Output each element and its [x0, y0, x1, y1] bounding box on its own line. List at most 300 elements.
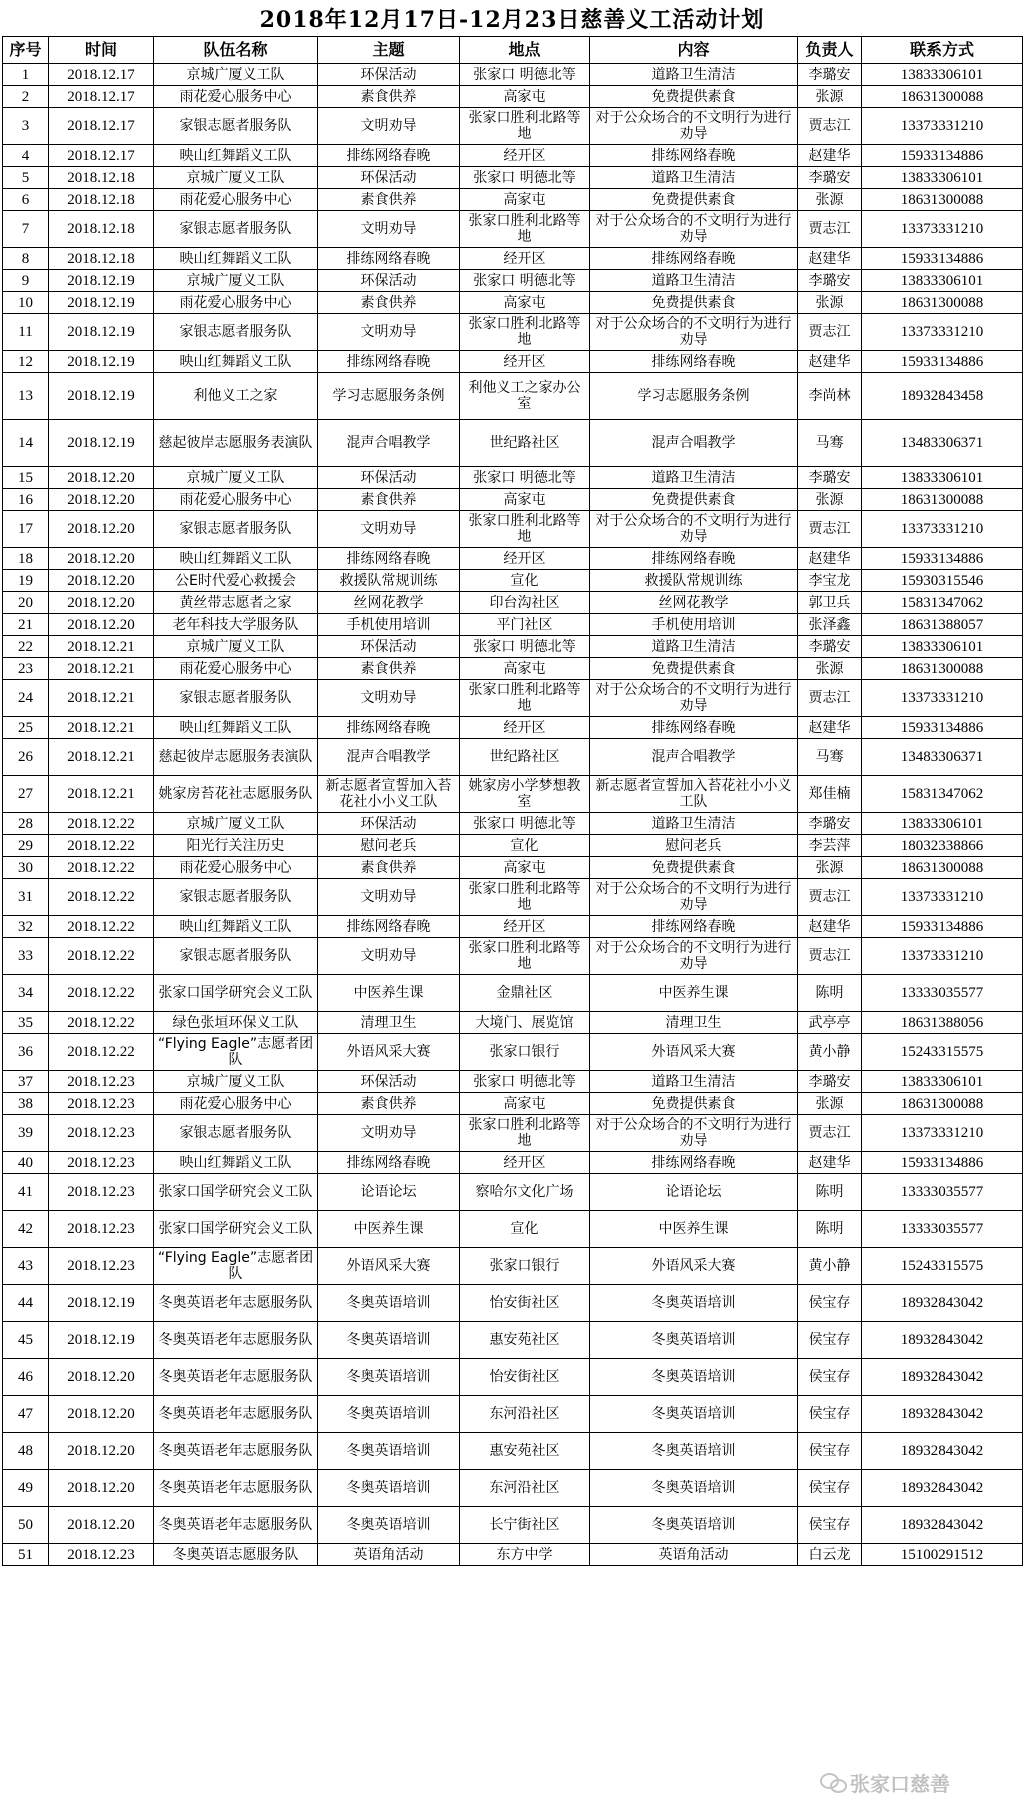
cell-seq: 17: [3, 511, 49, 548]
cell-contact: 15933134886: [862, 145, 1023, 167]
cell-team: 张家口国学研究会义工队: [154, 1211, 318, 1248]
cell-contact: 18932843042: [862, 1507, 1023, 1544]
cell-content: 英语角活动: [590, 1544, 798, 1566]
cell-team: 京城广厦义工队: [154, 167, 318, 189]
cell-leader: 赵建华: [798, 351, 862, 373]
cell-team: 雨花爱心服务中心: [154, 292, 318, 314]
cell-team: 冬奥英语老年志愿服务队: [154, 1470, 318, 1507]
cell-leader: 贾志江: [798, 211, 862, 248]
cell-location: 怡安街社区: [460, 1285, 590, 1322]
table-row: [3, 938, 1023, 975]
cell-team: 公E时代爱心救援会: [154, 570, 318, 592]
cell-contact: 13373331210: [862, 680, 1023, 717]
cell-seq: 5: [3, 167, 49, 189]
cell-seq: 46: [3, 1359, 49, 1396]
cell-seq: 33: [3, 938, 49, 975]
cell-leader: 张源: [798, 189, 862, 211]
cell-time: 2018.12.23: [49, 1174, 154, 1211]
cell-time: 2018.12.23: [49, 1071, 154, 1093]
table-row: [3, 1433, 1023, 1470]
cell-time: 2018.12.22: [49, 813, 154, 835]
table-header-row: [3, 37, 1023, 64]
cell-leader: 侯宝存: [798, 1359, 862, 1396]
cell-location: 张家口 明德北等: [460, 636, 590, 658]
cell-theme: 文明劝导: [318, 211, 460, 248]
cell-location: 经开区: [460, 916, 590, 938]
cell-seq: 43: [3, 1248, 49, 1285]
cell-content: 新志愿者宣誓加入苔花社小小义工队: [590, 776, 798, 813]
table-row: [3, 776, 1023, 813]
cell-content: 论语论坛: [590, 1174, 798, 1211]
cell-content: 排练网络春晚: [590, 548, 798, 570]
cell-theme: 素食供养: [318, 86, 460, 108]
page-title: 2018年12月17日-12月23日慈善义工活动计划: [259, 6, 765, 33]
cell-contact: 13333035577: [862, 1211, 1023, 1248]
cell-time: 2018.12.20: [49, 548, 154, 570]
cell-seq: 40: [3, 1152, 49, 1174]
cell-location: 姚家房小学梦想教室: [460, 776, 590, 813]
cell-time: 2018.12.17: [49, 145, 154, 167]
cell-leader: 陈明: [798, 1174, 862, 1211]
cell-contact: 13833306101: [862, 636, 1023, 658]
cell-team: 家银志愿者服务队: [154, 211, 318, 248]
cell-contact: 18932843042: [862, 1396, 1023, 1433]
table-row: [3, 592, 1023, 614]
cell-theme: 排练网络春晚: [318, 351, 460, 373]
cell-location: 经开区: [460, 1152, 590, 1174]
cell-leader: 张源: [798, 292, 862, 314]
header-seq: 序号: [3, 37, 49, 64]
cell-team: 映山红舞蹈义工队: [154, 145, 318, 167]
table-row: [3, 373, 1023, 420]
cell-team: 家银志愿者服务队: [154, 108, 318, 145]
cell-theme: 冬奥英语培训: [318, 1359, 460, 1396]
cell-team: 映山红舞蹈义工队: [154, 1152, 318, 1174]
table-row: [3, 64, 1023, 86]
cell-contact: 15933134886: [862, 548, 1023, 570]
cell-time: 2018.12.18: [49, 167, 154, 189]
cell-contact: 13483306371: [862, 739, 1023, 776]
table-row: [3, 1071, 1023, 1093]
cell-theme: 新志愿者宣誓加入苔花社小小义工队: [318, 776, 460, 813]
cell-contact: 13333035577: [862, 975, 1023, 1012]
table-row: [3, 1012, 1023, 1034]
cell-leader: 赵建华: [798, 717, 862, 739]
cell-seq: 37: [3, 1071, 49, 1093]
cell-content: 排练网络春晚: [590, 351, 798, 373]
cell-location: 张家口胜利北路等地: [460, 211, 590, 248]
cell-leader: 贾志江: [798, 1115, 862, 1152]
cell-theme: 环保活动: [318, 270, 460, 292]
table-row: [3, 1359, 1023, 1396]
cell-time: 2018.12.20: [49, 1470, 154, 1507]
table-row: [3, 211, 1023, 248]
cell-content: 中医养生课: [590, 975, 798, 1012]
cell-seq: 11: [3, 314, 49, 351]
cell-seq: 27: [3, 776, 49, 813]
cell-content: 对于公众场合的不文明行为进行劝导: [590, 108, 798, 145]
cell-leader: 贾志江: [798, 511, 862, 548]
cell-seq: 19: [3, 570, 49, 592]
cell-team: 老年科技大学服务队: [154, 614, 318, 636]
cell-theme: 慰问老兵: [318, 835, 460, 857]
cell-seq: 28: [3, 813, 49, 835]
cell-content: 免费提供素食: [590, 86, 798, 108]
cell-content: 免费提供素食: [590, 857, 798, 879]
cell-location: 高家屯: [460, 1093, 590, 1115]
cell-team: 冬奥英语老年志愿服务队: [154, 1433, 318, 1470]
cell-content: 丝网花教学: [590, 592, 798, 614]
table-row: [3, 351, 1023, 373]
cell-content: 免费提供素食: [590, 489, 798, 511]
table-row: [3, 1211, 1023, 1248]
cell-time: 2018.12.18: [49, 211, 154, 248]
cell-team: 冬奥英语老年志愿服务队: [154, 1322, 318, 1359]
table-row: [3, 248, 1023, 270]
table-row: [3, 1034, 1023, 1071]
cell-time: 2018.12.19: [49, 1322, 154, 1359]
cell-theme: 文明劝导: [318, 938, 460, 975]
cell-location: 高家屯: [460, 189, 590, 211]
cell-content: 混声合唱教学: [590, 739, 798, 776]
cell-content: 冬奥英语培训: [590, 1433, 798, 1470]
cell-seq: 1: [3, 64, 49, 86]
cell-leader: 马骞: [798, 739, 862, 776]
cell-location: 张家口胜利北路等地: [460, 1115, 590, 1152]
cell-contact: 18032338866: [862, 835, 1023, 857]
table-row: [3, 1115, 1023, 1152]
cell-leader: 赵建华: [798, 145, 862, 167]
cell-time: 2018.12.20: [49, 614, 154, 636]
cell-location: 张家口胜利北路等地: [460, 879, 590, 916]
cell-location: 东方中学: [460, 1544, 590, 1566]
cell-content: 中医养生课: [590, 1211, 798, 1248]
cell-team: 家银志愿者服务队: [154, 879, 318, 916]
cell-contact: 15100291512: [862, 1544, 1023, 1566]
cell-time: 2018.12.22: [49, 975, 154, 1012]
cell-time: 2018.12.19: [49, 292, 154, 314]
table-row: [3, 570, 1023, 592]
table-row: [3, 548, 1023, 570]
cell-theme: 手机使用培训: [318, 614, 460, 636]
cell-content: 冬奥英语培训: [590, 1359, 798, 1396]
cell-theme: 文明劝导: [318, 879, 460, 916]
cell-team: 张家口国学研究会义工队: [154, 1174, 318, 1211]
cell-leader: 张源: [798, 86, 862, 108]
cell-theme: 环保活动: [318, 636, 460, 658]
cell-leader: 张泽鑫: [798, 614, 862, 636]
cell-seq: 4: [3, 145, 49, 167]
cell-seq: 48: [3, 1433, 49, 1470]
cell-theme: 冬奥英语培训: [318, 1396, 460, 1433]
cell-time: 2018.12.20: [49, 1396, 154, 1433]
cell-theme: 清理卫生: [318, 1012, 460, 1034]
cell-content: 道路卫生清洁: [590, 64, 798, 86]
table-row: [3, 420, 1023, 467]
cell-team: 阳光行关注历史: [154, 835, 318, 857]
cell-location: 平门社区: [460, 614, 590, 636]
cell-theme: 外语风采大赛: [318, 1034, 460, 1071]
cell-team: 家银志愿者服务队: [154, 1115, 318, 1152]
cell-leader: 陈明: [798, 975, 862, 1012]
cell-time: 2018.12.21: [49, 636, 154, 658]
table-row: [3, 86, 1023, 108]
cell-contact: 18631300088: [862, 86, 1023, 108]
cell-seq: 39: [3, 1115, 49, 1152]
cell-time: 2018.12.18: [49, 189, 154, 211]
cell-contact: 18932843042: [862, 1359, 1023, 1396]
cell-time: 2018.12.20: [49, 1359, 154, 1396]
cell-time: 2018.12.19: [49, 351, 154, 373]
cell-location: 宣化: [460, 1211, 590, 1248]
cell-theme: 学习志愿服务条例: [318, 373, 460, 420]
header-theme: 主题: [318, 37, 460, 64]
cell-team: “Flying Eagle”志愿者团队: [154, 1034, 318, 1071]
cell-leader: 黄小静: [798, 1248, 862, 1285]
cell-team: 冬奥英语老年志愿服务队: [154, 1359, 318, 1396]
cell-leader: 马骞: [798, 420, 862, 467]
cell-theme: 文明劝导: [318, 108, 460, 145]
cell-team: 张家口国学研究会义工队: [154, 975, 318, 1012]
cell-leader: 赵建华: [798, 248, 862, 270]
cell-time: 2018.12.23: [49, 1115, 154, 1152]
cell-location: 惠安苑社区: [460, 1433, 590, 1470]
cell-team: 家银志愿者服务队: [154, 314, 318, 351]
cell-contact: 18631300088: [862, 658, 1023, 680]
cell-time: 2018.12.22: [49, 835, 154, 857]
cell-team: 映山红舞蹈义工队: [154, 717, 318, 739]
cell-location: 经开区: [460, 145, 590, 167]
cell-theme: 中医养生课: [318, 1211, 460, 1248]
cell-team: 映山红舞蹈义工队: [154, 351, 318, 373]
cell-theme: 冬奥英语培训: [318, 1285, 460, 1322]
cell-theme: 素食供养: [318, 189, 460, 211]
cell-seq: 45: [3, 1322, 49, 1359]
cell-seq: 15: [3, 467, 49, 489]
cell-contact: 18932843042: [862, 1322, 1023, 1359]
cell-location: 察哈尔文化广场: [460, 1174, 590, 1211]
cell-team: 京城广厦义工队: [154, 813, 318, 835]
cell-location: 张家口 明德北等: [460, 813, 590, 835]
cell-theme: 混声合唱教学: [318, 420, 460, 467]
table-row: [3, 167, 1023, 189]
cell-content: 外语风采大赛: [590, 1248, 798, 1285]
cell-location: 怡安街社区: [460, 1359, 590, 1396]
cell-theme: 文明劝导: [318, 511, 460, 548]
cell-theme: 排练网络春晚: [318, 916, 460, 938]
cell-leader: 郭卫兵: [798, 592, 862, 614]
cell-content: 排练网络春晚: [590, 916, 798, 938]
cell-content: 免费提供素食: [590, 292, 798, 314]
cell-location: 高家屯: [460, 658, 590, 680]
cell-content: 道路卫生清洁: [590, 813, 798, 835]
cell-contact: 15933134886: [862, 717, 1023, 739]
cell-contact: 13833306101: [862, 167, 1023, 189]
cell-team: 冬奥英语老年志愿服务队: [154, 1396, 318, 1433]
header-content: 内容: [590, 37, 798, 64]
cell-team: 冬奥英语老年志愿服务队: [154, 1507, 318, 1544]
cell-location: 金鼎社区: [460, 975, 590, 1012]
cell-leader: 白云龙: [798, 1544, 862, 1566]
cell-seq: 47: [3, 1396, 49, 1433]
cell-leader: 张源: [798, 857, 862, 879]
cell-seq: 34: [3, 975, 49, 1012]
cell-team: 映山红舞蹈义工队: [154, 916, 318, 938]
cell-time: 2018.12.21: [49, 717, 154, 739]
cell-theme: 冬奥英语培训: [318, 1433, 460, 1470]
table-row: [3, 1285, 1023, 1322]
cell-time: 2018.12.21: [49, 739, 154, 776]
cell-contact: 18631300088: [862, 489, 1023, 511]
cell-seq: 49: [3, 1470, 49, 1507]
cell-leader: 侯宝存: [798, 1285, 862, 1322]
watermark: [820, 1767, 1010, 1797]
cell-content: 免费提供素食: [590, 1093, 798, 1115]
cell-leader: 侯宝存: [798, 1433, 862, 1470]
cell-contact: 18631388057: [862, 614, 1023, 636]
cell-contact: 15933134886: [862, 1152, 1023, 1174]
cell-content: 道路卫生清洁: [590, 270, 798, 292]
cell-time: 2018.12.20: [49, 1507, 154, 1544]
cell-seq: 14: [3, 420, 49, 467]
cell-contact: 15831347062: [862, 592, 1023, 614]
cell-leader: 张源: [798, 658, 862, 680]
cell-time: 2018.12.19: [49, 373, 154, 420]
cell-seq: 25: [3, 717, 49, 739]
cell-location: 张家口胜利北路等地: [460, 511, 590, 548]
cell-time: 2018.12.20: [49, 511, 154, 548]
cell-contact: 15243315575: [862, 1248, 1023, 1285]
cell-time: 2018.12.23: [49, 1248, 154, 1285]
cell-seq: 16: [3, 489, 49, 511]
table-row: [3, 1470, 1023, 1507]
cell-content: 冬奥英语培训: [590, 1322, 798, 1359]
cell-theme: 论语论坛: [318, 1174, 460, 1211]
cell-leader: 张源: [798, 1093, 862, 1115]
cell-team: 家银志愿者服务队: [154, 938, 318, 975]
cell-contact: 15933134886: [862, 248, 1023, 270]
cell-theme: 丝网花教学: [318, 592, 460, 614]
cell-contact: 15930315546: [862, 570, 1023, 592]
cell-contact: 13373331210: [862, 211, 1023, 248]
cell-content: 对于公众场合的不文明行为进行劝导: [590, 938, 798, 975]
cell-time: 2018.12.17: [49, 108, 154, 145]
cell-location: 高家屯: [460, 86, 590, 108]
table-row: [3, 489, 1023, 511]
table-row: [3, 835, 1023, 857]
cell-theme: 救援队常规训练: [318, 570, 460, 592]
cell-content: 排练网络春晚: [590, 717, 798, 739]
cell-time: 2018.12.22: [49, 916, 154, 938]
cell-contact: 13833306101: [862, 813, 1023, 835]
cell-contact: 13373331210: [862, 879, 1023, 916]
cell-seq: 35: [3, 1012, 49, 1034]
cell-contact: 15831347062: [862, 776, 1023, 813]
cell-location: 长宁街社区: [460, 1507, 590, 1544]
cell-time: 2018.12.22: [49, 857, 154, 879]
cell-location: 经开区: [460, 351, 590, 373]
cell-theme: 排练网络春晚: [318, 145, 460, 167]
cell-location: 张家口 明德北等: [460, 64, 590, 86]
cell-leader: 赵建华: [798, 916, 862, 938]
cell-seq: 10: [3, 292, 49, 314]
cell-leader: 贾志江: [798, 680, 862, 717]
cell-theme: 文明劝导: [318, 314, 460, 351]
cell-theme: 中医养生课: [318, 975, 460, 1012]
table-row: [3, 1544, 1023, 1566]
table-row: [3, 314, 1023, 351]
cell-time: 2018.12.23: [49, 1544, 154, 1566]
cell-leader: 贾志江: [798, 938, 862, 975]
table-row: [3, 467, 1023, 489]
cell-theme: 冬奥英语培训: [318, 1470, 460, 1507]
cell-theme: 混声合唱教学: [318, 739, 460, 776]
cell-team: 雨花爱心服务中心: [154, 658, 318, 680]
cell-contact: 13373331210: [862, 511, 1023, 548]
cell-team: 冬奥英语老年志愿服务队: [154, 1285, 318, 1322]
cell-time: 2018.12.23: [49, 1211, 154, 1248]
table-row: [3, 108, 1023, 145]
cell-contact: 13483306371: [862, 420, 1023, 467]
cell-team: 利他义工之家: [154, 373, 318, 420]
cell-time: 2018.12.23: [49, 1152, 154, 1174]
cell-leader: 陈明: [798, 1211, 862, 1248]
activity-plan-table: [2, 36, 1023, 1566]
cell-leader: 贾志江: [798, 108, 862, 145]
cell-contact: 13833306101: [862, 270, 1023, 292]
cell-location: 张家口胜利北路等地: [460, 108, 590, 145]
cell-team: 映山红舞蹈义工队: [154, 248, 318, 270]
watermark-text: 张家口慈善: [850, 1771, 950, 1796]
cell-content: 道路卫生清洁: [590, 636, 798, 658]
cell-seq: 7: [3, 211, 49, 248]
cell-seq: 12: [3, 351, 49, 373]
table-row: [3, 145, 1023, 167]
cell-time: 2018.12.18: [49, 248, 154, 270]
table-row: [3, 1507, 1023, 1544]
cell-location: 世纪路社区: [460, 739, 590, 776]
wechat-icon: [820, 1771, 846, 1793]
cell-leader: 李芸萍: [798, 835, 862, 857]
cell-contact: 13373331210: [862, 1115, 1023, 1152]
cell-team: 雨花爱心服务中心: [154, 489, 318, 511]
table-row: [3, 813, 1023, 835]
cell-theme: 环保活动: [318, 167, 460, 189]
cell-time: 2018.12.23: [49, 1093, 154, 1115]
cell-theme: 环保活动: [318, 1071, 460, 1093]
cell-content: 道路卫生清洁: [590, 167, 798, 189]
cell-time: 2018.12.19: [49, 270, 154, 292]
cell-location: 张家口胜利北路等地: [460, 314, 590, 351]
cell-content: 冬奥英语培训: [590, 1285, 798, 1322]
cell-team: 京城广厦义工队: [154, 636, 318, 658]
cell-leader: 赵建华: [798, 548, 862, 570]
cell-content: 外语风采大赛: [590, 1034, 798, 1071]
cell-location: 张家口 明德北等: [460, 1071, 590, 1093]
cell-seq: 42: [3, 1211, 49, 1248]
cell-theme: 排练网络春晚: [318, 248, 460, 270]
table-row: [3, 292, 1023, 314]
cell-seq: 24: [3, 680, 49, 717]
cell-time: 2018.12.20: [49, 467, 154, 489]
cell-contact: 15933134886: [862, 351, 1023, 373]
table-row: [3, 975, 1023, 1012]
cell-location: 惠安苑社区: [460, 1322, 590, 1359]
table-row: [3, 1322, 1023, 1359]
cell-location: 张家口银行: [460, 1248, 590, 1285]
cell-seq: 22: [3, 636, 49, 658]
cell-leader: 武亭亭: [798, 1012, 862, 1034]
